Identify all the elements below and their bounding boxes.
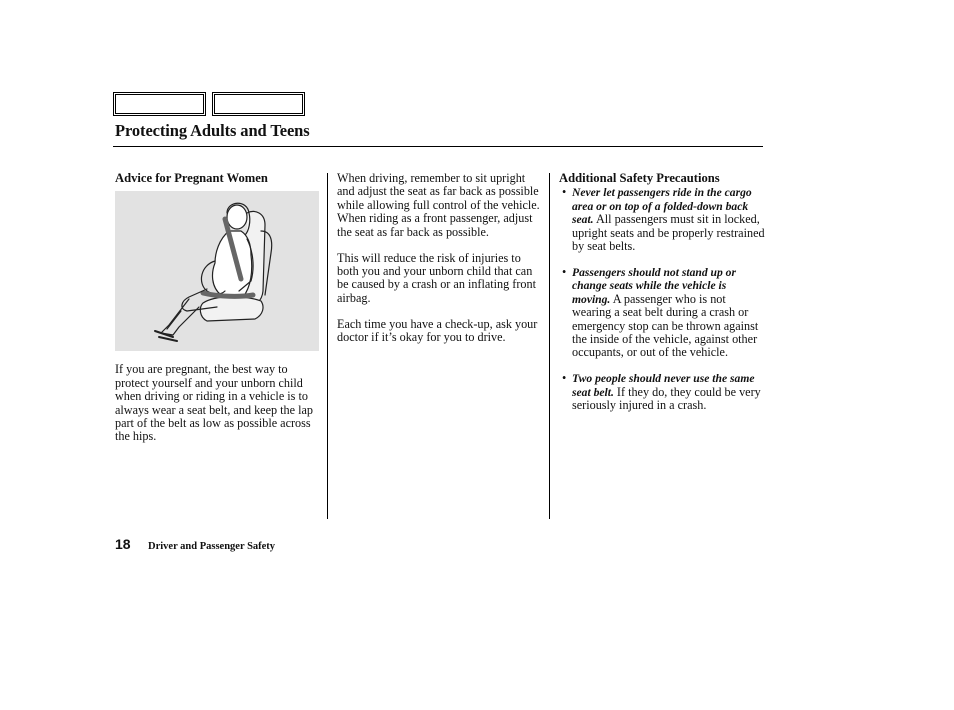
- column-safety-precautions: [559, 172, 765, 425]
- paragraph-checkup: Each time you have a check-up, ask your doctor if it’s okay for you to drive.: [337, 316, 538, 345]
- bullet-text: A passenger who is not wearing a seat belt during a crash or emergency stop can be thrown against the inside of the vehicle, against other occupants, or out of the vehicle.: [572, 291, 759, 360]
- page-number: 18: [115, 536, 131, 552]
- paragraph-driving: When driving, remember to sit upright and adjust the seat as far back as possible while allowing full control of the vehicle. When riding as a front passenger, adjust the seat as far back as possible.: [337, 171, 540, 239]
- list-item: [559, 372, 765, 412]
- column-divider-1: [327, 173, 328, 519]
- nav-tab-box-right: [212, 92, 305, 116]
- bullet-text: All passengers must sit in locked, upright seats and be properly restrained by seat belts.: [572, 212, 765, 254]
- bullet-text: If they do, they could be very seriously injured in a crash.: [572, 384, 761, 413]
- footer-section-title: Driver and Passenger Safety: [148, 541, 276, 552]
- column-driving-advice: [337, 172, 542, 357]
- bullet-icon: •: [562, 185, 567, 200]
- pregnant-woman-seated-icon: [115, 191, 319, 351]
- section-heading-pregnant-women: Advice for Pregnant Women: [115, 171, 268, 185]
- section-heading-precautions: Additional Safety Precautions: [559, 171, 720, 185]
- pregnant-woman-illustration: [115, 191, 319, 351]
- bullet-emphasis: Passengers should not stand up or change seats while the vehicle is moving.: [572, 266, 736, 306]
- pregnant-women-paragraph: If you are pregnant, the best way to protect yourself and your unborn child when driving or riding in a vehicle is to always wear a seat belt, and keep the lap part of the belt as low as possible across the hips.: [115, 362, 313, 444]
- list-item: [559, 266, 765, 360]
- title-divider: [113, 146, 763, 147]
- bullet-emphasis: Two people should never use the same seat belt.: [572, 372, 755, 399]
- list-item: [559, 186, 765, 253]
- bullet-emphasis: Never let passengers ride in the cargo area or on top of a folded-down back seat.: [572, 186, 752, 227]
- paragraph-risk: This will reduce the risk of injuries to both you and your unborn child that can be caused by a crash or an inflating front airbag.: [337, 250, 536, 305]
- bullet-icon: •: [562, 371, 567, 386]
- page-title: Protecting Adults and Teens: [115, 121, 310, 140]
- bullet-icon: •: [562, 265, 567, 280]
- column-pregnant-women: [115, 172, 320, 456]
- column-divider-2: [549, 173, 550, 519]
- nav-tab-box-left: [113, 92, 206, 116]
